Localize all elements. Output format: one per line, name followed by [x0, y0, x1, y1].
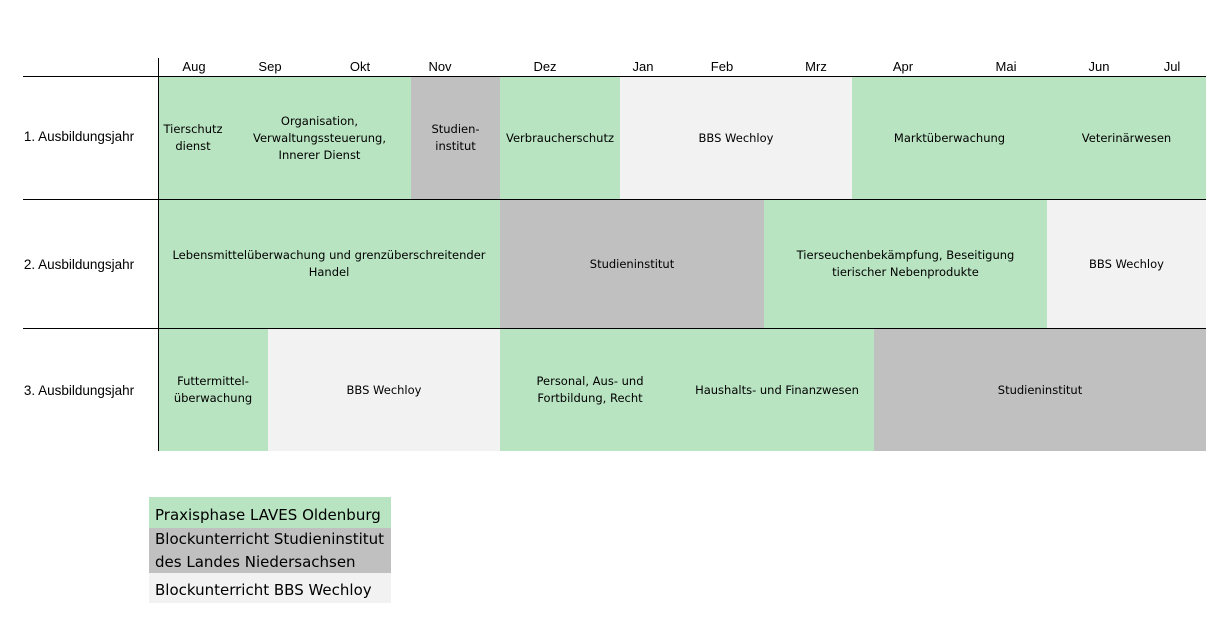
block-lebensmittelueberwachung: Lebensmittelüberwachung und grenzüberschreitender Handel — [158, 200, 500, 328]
legend-praxisphase — [149, 497, 391, 528]
row-label-year-2: 2. Ausbildungsjahr — [23, 257, 135, 272]
month-aug: Aug — [182, 59, 206, 74]
block-studieninstitut: Studieninstitut — [500, 200, 764, 328]
block-bbs-wechloy: BBS Wechloy — [1047, 200, 1206, 328]
month-feb: Feb — [710, 59, 734, 74]
block-verbraucherschutz: Verbraucherschutz — [500, 77, 620, 199]
block-futtermittelueberwachung: Futtermittel- überwachung — [158, 329, 268, 451]
block-marktueberwachung: Marktüberwachung — [852, 77, 1047, 199]
row-label-year-3: 3. Ausbildungsjahr — [23, 383, 135, 398]
grid-row-line — [23, 328, 1206, 329]
month-dez: Dez — [533, 59, 557, 74]
month-okt: Okt — [349, 59, 371, 74]
month-mrz: Mrz — [805, 59, 827, 74]
block-studieninstitut: Studieninstitut — [874, 329, 1206, 451]
month-jul: Jul — [1163, 59, 1181, 74]
block-veterinaerwesen: Veterinärwesen — [1047, 77, 1206, 199]
legend-studieninstitut-label: Blockunterricht Studieninstitut des Landes Niedersachsen — [155, 529, 385, 571]
row-label-year-1: 1. Ausbildungsjahr — [23, 129, 135, 144]
month-apr: Apr — [892, 59, 914, 74]
block-haushalts-finanzwesen: Haushalts- und Finanzwesen — [680, 329, 874, 451]
grid-vertical-line — [158, 58, 159, 451]
legend-bbs-wechloy — [149, 573, 391, 603]
month-mai: Mai — [995, 59, 1017, 74]
month-sep: Sep — [258, 59, 282, 74]
block-tierschutzdienst: Tierschutz dienst — [158, 77, 228, 199]
month-jan: Jan — [632, 59, 654, 74]
month-jun: Jun — [1088, 59, 1110, 74]
legend-studieninstitut — [149, 528, 391, 573]
legend-bbs-wechloy-label: Blockunterricht BBS Wechloy — [155, 581, 372, 599]
block-tierseuchenbekaempfung: Tierseuchenbekämpfung, Beseitigung tierischer Nebenprodukte — [764, 200, 1047, 328]
month-nov: Nov — [428, 59, 452, 74]
block-bbs-wechloy: BBS Wechloy — [620, 77, 852, 199]
grid-header-line — [23, 76, 1206, 77]
block-bbs-wechloy: BBS Wechloy — [268, 329, 500, 451]
legend-praxisphase-label: Praxisphase LAVES Oldenburg — [155, 506, 381, 524]
block-studieninstitut: Studien- institut — [411, 77, 500, 199]
block-organisation: Organisation, Verwaltungssteuerung, Innerer Dienst — [228, 77, 411, 199]
block-personal-fortbildung-recht: Personal, Aus- und Fortbildung, Recht — [500, 329, 680, 451]
grid-row-line — [23, 199, 1206, 200]
